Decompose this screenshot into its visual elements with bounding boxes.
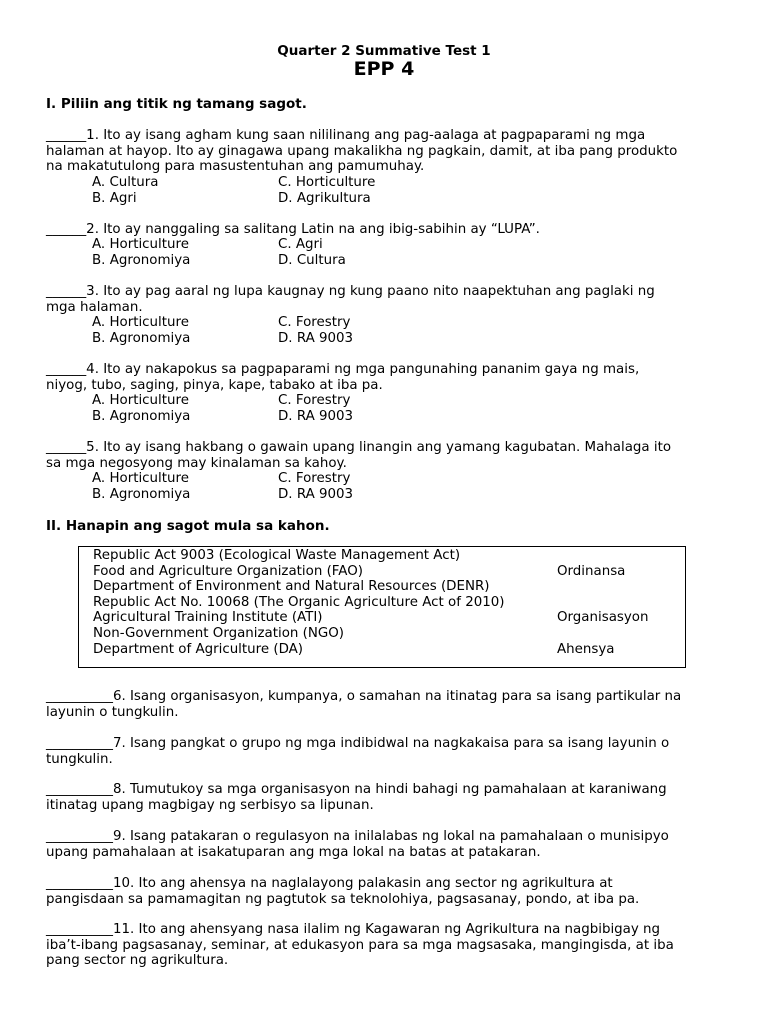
question-line: ______1. Ito ay isang agham kung saan nililinang ang pag-aalaga at pagpaparami ng mga	[46, 128, 646, 143]
question-line: sa mga negosyong may kinalaman sa kahoy.	[46, 455, 347, 471]
choice-a: A. Horticulture	[92, 315, 189, 330]
test-title: EPP 4	[353, 58, 415, 80]
choice-b: B. Agronomiya	[92, 330, 191, 346]
item-line: pangisdaan sa pamamagitan ng pagtutok sa teknolohiya, pagsasanay, pondo, at iba pa.	[46, 891, 640, 907]
box-option: Ordinansa	[557, 563, 626, 579]
question-1-choices	[92, 175, 492, 206]
question-2	[46, 222, 736, 238]
question-4-choices	[92, 393, 492, 424]
box-option	[557, 579, 649, 595]
item-line: layunin o tungkulin.	[46, 704, 179, 720]
choice-c: C. Forestry	[278, 315, 351, 330]
question-3-choices	[92, 315, 492, 346]
question-4	[46, 362, 736, 393]
choice-c: C. Horticulture	[278, 175, 376, 190]
choice-d: D. Cultura	[278, 252, 346, 268]
item-line: itinatag upang magbigay ng serbisyo sa lipunan.	[46, 797, 374, 813]
box-option: Non-Government Organization (NGO)	[93, 625, 345, 641]
item-line: __________7. Isang pangkat o grupo ng mga indibidwal na nagkakaisa para sa isang layunin o	[46, 736, 670, 751]
choice-d: D. RA 9003	[278, 330, 354, 346]
item-line: __________9. Isang patakaran o regulasyon na inilalabas ng lokal na pamahalaan o munisipyo	[46, 829, 669, 844]
question-line: niyog, tubo, saging, pinya, kape, tabako at iba pa.	[46, 377, 383, 393]
box-option: Department of Agriculture (DA)	[93, 641, 304, 657]
answer-box-right-column	[557, 548, 649, 657]
part2-heading: II. Hanapin ang sagot mula sa kahon.	[46, 518, 330, 534]
test-subtitle: Quarter 2 Summative Test 1	[277, 43, 491, 59]
item-line: __________6. Isang organisasyon, kumpanya, o samahan na itinatag para sa isang partikular na	[46, 689, 682, 704]
question-5	[46, 440, 736, 471]
choice-d: D. RA 9003	[278, 408, 354, 424]
item-line: tungkulin.	[46, 751, 113, 767]
item-10	[46, 876, 736, 907]
item-line: upang pamahalaan at isakatuparan ang mga lokal na batas at patakaran.	[46, 844, 541, 860]
question-5-choices	[92, 471, 492, 502]
box-option: Republic Act No. 10068 (The Organic Agriculture Act of 2010)	[93, 594, 505, 610]
answer-box	[78, 546, 686, 668]
choice-b: B. Agronomiya	[92, 252, 191, 268]
part1-heading: I. Piliin ang titik ng tamang sagot.	[46, 96, 307, 112]
item-line: __________10. Ito ang ahensya na naglalayong palakasin ang sector ng agrikultura at	[46, 876, 613, 891]
box-option: Department of Environment and Natural Resources (DENR)	[93, 579, 490, 595]
box-option	[557, 595, 649, 611]
question-line: ______3. Ito ay pag aaral ng lupa kaugnay ng kung paano nito naapektuhan ang paglaki ng	[46, 284, 655, 299]
choice-b: B. Agronomiya	[92, 486, 191, 502]
choice-c: C. Forestry	[278, 393, 351, 408]
item-line: iba’t-ibang pagsasanay, seminar, at edukasyon para sa mga magsasaka, mangingisda, at iba	[46, 937, 674, 953]
choice-d: D. RA 9003	[278, 486, 354, 502]
choice-c: C. Forestry	[278, 471, 351, 486]
choice-c: C. Agri	[278, 237, 323, 252]
box-option	[557, 626, 649, 642]
item-line: pang sector ng agrikultura.	[46, 953, 229, 969]
question-line: halaman at hayop. Ito ay ginagawa upang makalikha ng pagkain, damit, at iba pang produkto	[46, 143, 678, 159]
item-9	[46, 829, 736, 860]
item-line: __________11. Ito ang ahensyang nasa ilalim ng Kagawaran ng Agrikultura na nagbibigay ng	[46, 922, 661, 937]
question-line: mga halaman.	[46, 299, 143, 315]
box-option: Republic Act 9003 (Ecological Waste Management Act)	[93, 548, 461, 563]
choice-a: A. Cultura	[92, 175, 159, 190]
answer-box-left-column	[93, 548, 505, 657]
question-3	[46, 284, 736, 315]
item-6	[46, 689, 736, 720]
question-line: ______2. Ito ay nanggaling sa salitang Latin na ang ibig-sabihin ay “LUPA”.	[46, 222, 540, 237]
question-line: ______5. Ito ay isang hakbang o gawain upang linangin ang yamang kagubatan. Mahalaga ito	[46, 440, 672, 455]
box-option	[557, 548, 649, 564]
choice-d: D. Agrikultura	[278, 190, 371, 206]
item-line: __________8. Tumutukoy sa mga organisasyon na hindi bahagi ng pamahalaan at karaniwang	[46, 782, 667, 797]
question-2-choices	[92, 237, 492, 268]
choice-a: A. Horticulture	[92, 393, 189, 408]
item-8	[46, 782, 736, 813]
box-option: Organisasyon	[557, 610, 649, 626]
question-1	[46, 128, 736, 175]
item-11	[46, 922, 736, 969]
choice-a: A. Horticulture	[92, 471, 189, 486]
choice-b: B. Agronomiya	[92, 408, 191, 424]
item-7	[46, 736, 736, 767]
box-option: Agricultural Training Institute (ATI)	[93, 610, 323, 626]
choice-b: B. Agri	[92, 190, 137, 206]
question-line: ______4. Ito ay nakapokus sa pagpaparami ng mga pangunahing pananim gaya ng mais,	[46, 362, 640, 377]
box-option: Food and Agriculture Organization (FAO)	[93, 563, 363, 579]
box-option: Ahensya	[557, 641, 615, 657]
question-line: na makatutulong para masustentuhan ang pamumuhay.	[46, 159, 425, 175]
choice-a: A. Horticulture	[92, 237, 189, 252]
